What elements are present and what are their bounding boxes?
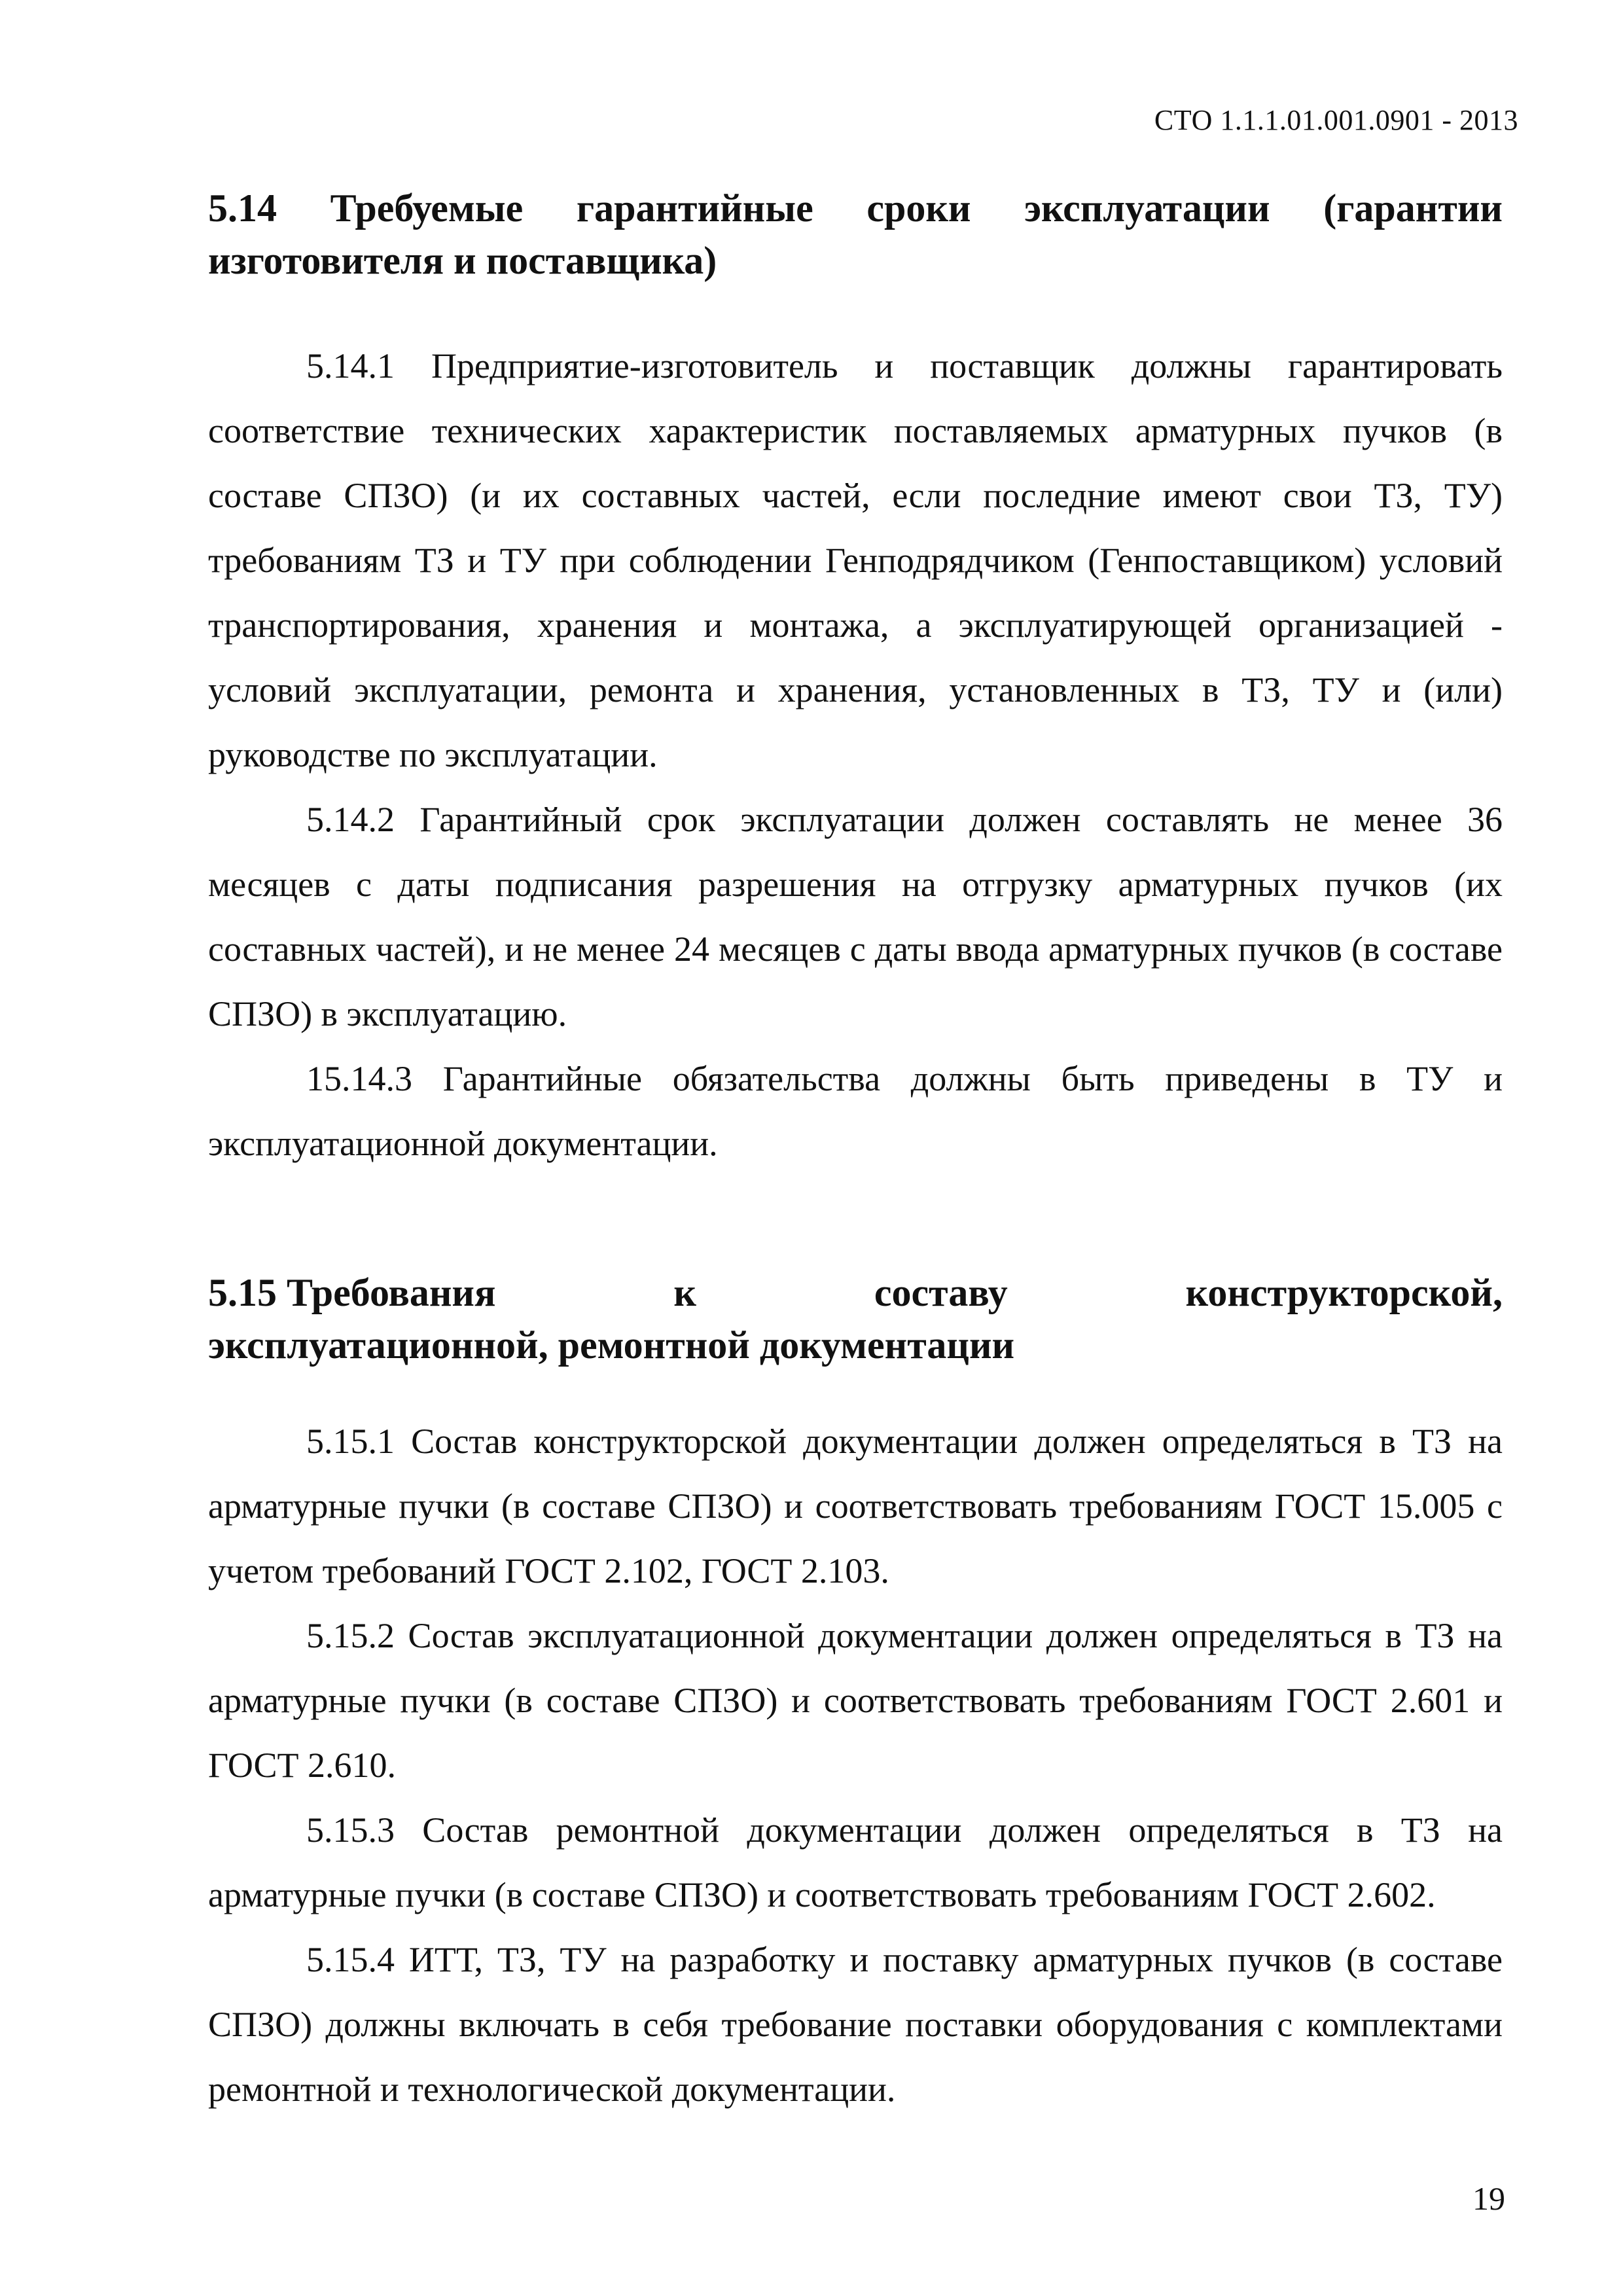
paragraph-number: 5.15.2 bbox=[306, 1616, 395, 1655]
section-title: Требуемые гарантийные сроки эксплуатации (гарантии изготовителя и поставщика) bbox=[208, 187, 1503, 282]
paragraph-5-14-1 bbox=[208, 334, 1503, 787]
section-title-part bbox=[208, 1266, 495, 1319]
paragraph-text: Состав конструкторской документации должен определяться в ТЗ на арматурные пучки (в составе СПЗО) и соответствовать требованиям ГОСТ 15.005 с учетом требований ГОСТ 2.102, ГОСТ 2.103. bbox=[208, 1422, 1503, 1590]
section-title-word: к bbox=[673, 1271, 696, 1314]
section-title-word: Требования bbox=[287, 1271, 496, 1314]
paragraph-text: Состав ремонтной документации должен определяться в ТЗ на арматурные пучки (в составе СПЗО) и соответствовать требованиям ГОСТ 2.602. bbox=[208, 1810, 1503, 1914]
paragraph-number: 5.15.3 bbox=[306, 1810, 395, 1850]
section-heading-5-14 bbox=[208, 182, 1503, 287]
section-title-line-1 bbox=[208, 1266, 1503, 1319]
page-content bbox=[208, 177, 1503, 2122]
paragraph-text: Предприятие-изготовитель и поставщик должны гарантировать соответствие технических характеристик поставляемых арматурных пучков (в составе СПЗО) (и их составных частей, если последние имеют свои ТЗ, ТУ) требованиям ТЗ и ТУ при соблюдении Генподрядчиком (Генпоставщиком) условий транспортирования, хранения и монтажа, а эксплуатирующей организацией - условий эксплуатации, ремонта и хранения, установленных в ТЗ, ТУ и (или) руководстве по эксплуатации. bbox=[208, 346, 1503, 774]
paragraph-text: Гарантийные обязательства должны быть приведены в ТУ и эксплуатационной документации. bbox=[208, 1059, 1503, 1163]
paragraph-number: 5.15.4 bbox=[306, 1940, 395, 1979]
paragraph-5-15-4 bbox=[208, 1928, 1503, 2122]
section-title-line-2: эксплуатационной, ремонтной документации bbox=[208, 1323, 1015, 1367]
paragraph-15-14-3 bbox=[208, 1047, 1503, 1176]
paragraph-5-15-3 bbox=[208, 1798, 1503, 1928]
page-number: 19 bbox=[1472, 2180, 1505, 2217]
paragraph-text: Состав эксплуатационной документации должен определяться в ТЗ на арматурные пучки (в составе СПЗО) и соответствовать требованиям ГОСТ 2.601 и ГОСТ 2.610. bbox=[208, 1616, 1503, 1785]
paragraph-5-15-2 bbox=[208, 1604, 1503, 1798]
paragraph-5-15-1 bbox=[208, 1409, 1503, 1604]
paragraph-text: Гарантийный срок эксплуатации должен составлять не менее 36 месяцев с даты подписания разрешения на отгрузку арматурных пучков (их составных частей), и не менее 24 месяцев с даты ввода арматурных пучков (в составе СПЗО) в эксплуатацию. bbox=[208, 800, 1503, 1033]
section-title-word: составу bbox=[874, 1271, 1008, 1314]
paragraph-number: 5.14.1 bbox=[306, 346, 395, 386]
paragraph-text: ИТТ, ТЗ, ТУ на разработку и поставку арматурных пучков (в составе СПЗО) должны включать в себя требование поставки оборудования с комплектами ремонтной и технологической документации. bbox=[208, 1940, 1503, 2109]
document-code: СТО 1.1.1.01.001.0901 - 2013 bbox=[1154, 104, 1518, 136]
section-number: 5.14 bbox=[208, 187, 277, 230]
paragraph-number: 15.14.3 bbox=[306, 1059, 412, 1098]
paragraph-number: 5.15.1 bbox=[306, 1422, 395, 1461]
paragraph-5-14-2 bbox=[208, 787, 1503, 1047]
section-heading-5-15 bbox=[208, 1266, 1503, 1371]
paragraph-number: 5.14.2 bbox=[306, 800, 395, 839]
section-number: 5.15 bbox=[208, 1271, 277, 1314]
section-title-word: конструкторской, bbox=[1185, 1271, 1503, 1314]
